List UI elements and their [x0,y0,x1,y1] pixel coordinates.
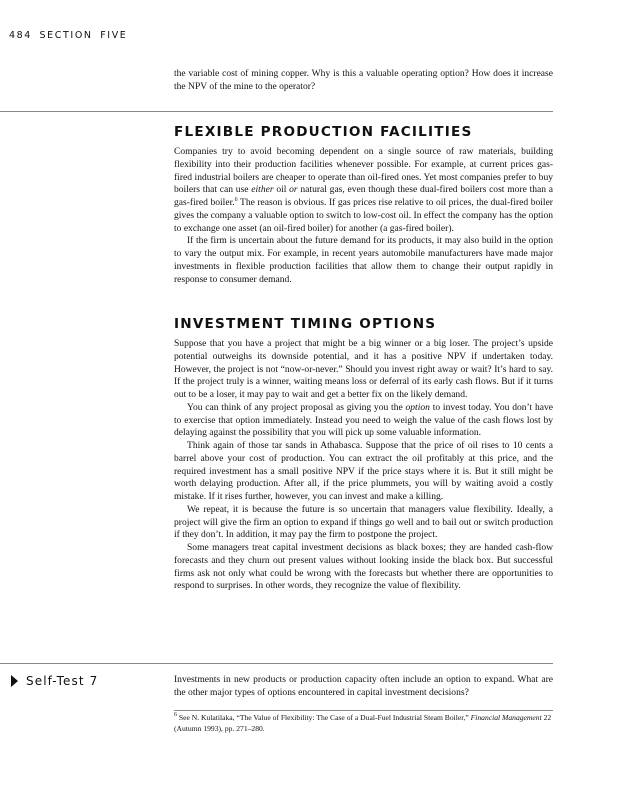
italic-run: or [289,184,298,196]
self-test-question [174,674,553,700]
paragraph: Suppose that you have a project that might be a big winner or a big loser. The project’s upside potential outweighs its downside potential, and it has a positive NPV if undertaken today. However, the project is not “now-or-never.” Should you invest right away or wait? It’s hard to say. If the project truly is a winner, waiting means loss or deferral of its early cash flows. But if it turns out to be a loser, it may pay to wait and get a better fix on the likely demand. [174,338,553,400]
self-test-label [11,674,98,688]
question-continuation [174,68,553,94]
paragraph: Think again of those tar sands in Athabasca. Suppose that the price of oil rises to 10 cents a barrel above your cost of production. You can extract the oil profitably at this price, and the required investment has a small positive NPV if the price stays where it is. But it still might be worth delaying production. After all, if the price plummets, you will by waiting avoid a costly mistake. If it rises further, however, you can invest and make a killing. [174,440,553,502]
text-run: See N. Kulatilaka, “The Value of Flexibility: The Case of a Dual-Fuel Industrial Steam Boiler,” [177,713,471,722]
italic-run: option [405,401,430,413]
section-heading-timing: INVESTMENT TIMING OPTIONS [174,316,437,332]
footnote-ref: 6 [234,197,238,203]
question-text: the variable cost of mining copper. Why is this a valuable operating option? How does it increase the NPV of the mine to the operator? [174,68,553,92]
paragraph [174,402,553,440]
section-flexible-production [174,124,553,286]
text-run: The reason is obvious. If gas prices rise relative to oil prices, the dual-fired boiler gives the company a valuable option to switch to low-cost oil. In effect the company has the option to exchange one asset (an oil-fired boiler) for another (a gas-fired boiler). [174,197,553,234]
text-run: 22 (Autumn 1993), pp. 271–280. [174,713,552,733]
footnote-rule [174,710,553,711]
footnote [174,713,553,735]
triangle-marker-icon [11,675,18,687]
divider-self-test [0,663,553,664]
italic-run: Financial Management [470,713,542,722]
paragraph: Some managers treat capital investment decisions as black boxes; they are handed cash-flow forecasts and they churn out present values without looking inside the black box. But successful firms ask not only what could be wrong with the forecasts but whether there are opportunities to respond to surprises. In other words, they recognize the value of flexibility. [174,542,553,592]
paragraph: If the firm is uncertain about the future demand for its products, it may also build in the option to vary the output mix. For example, in recent years automobile manufacturers have made major investments in flexible production facilities that allow them to change their output rapidly in response to consumer demand. [174,235,553,285]
text-run: to invest today. You don’t have to exercise that option immediately. Instead you need to weigh the value of the cash flows lost by delaying against the possibility that you will pick up some valuable information. [174,401,553,439]
self-test-title: Self-Test 7 [26,674,99,688]
text-run: oil [273,184,290,196]
divider-top [0,111,553,112]
paragraph: We repeat, it is because the future is so uncertain that managers value flexibility. Ideally, a project will give the firm an option to expand if things go well and to bail out or switch production if they don’t. In addition, it may pay the firm to postpone the project. [174,503,553,541]
text-run: You can think of any project proposal as giving you the [187,401,406,413]
running-head: 484 SECTION FIVE [9,30,128,41]
text-run: natural gas, even though these dual-fired boilers cost more than a gas-fired boiler. [174,184,553,208]
text-run: Companies try to avoid becoming dependent on a single source of raw materials, building flexibility into their production facilities whenever possible. For example, at current prices gas-fired industrial boilers are cheaper to operate than oil-fired ones. Yet most companies prefer to buy boilers that can use [174,146,553,196]
italic-run: either [251,184,274,196]
paragraph [174,146,553,235]
section-heading-flexible: FLEXIBLE PRODUCTION FACILITIES [174,124,473,140]
self-test-text: Investments in new products or production capacity often include an option to expand. What are the other major types of options encountered in capital investment decisions? [174,674,553,698]
section-investment-timing [174,316,553,593]
footnote-number: 6 [174,712,177,718]
